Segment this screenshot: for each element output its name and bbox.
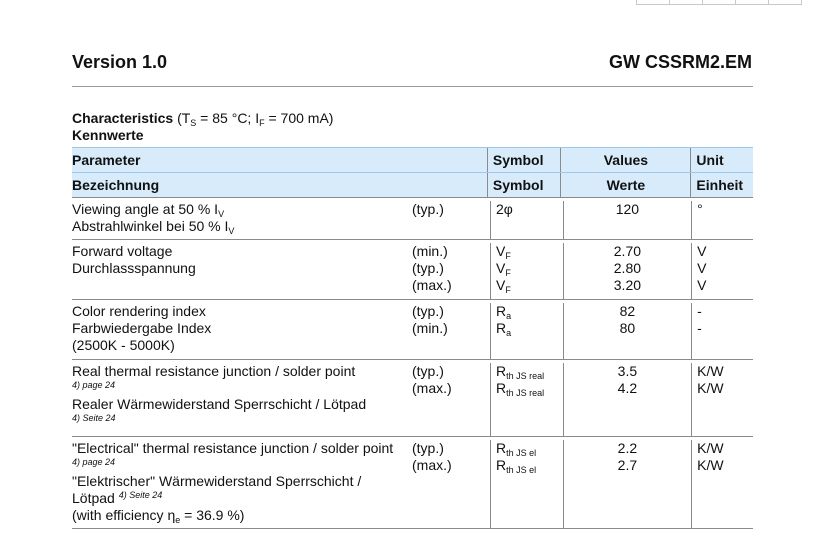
efficiency-note: (with efficiency $\eta_e = 36.9$ %) [72, 507, 245, 525]
caption-subtitle: Kennwerte [72, 127, 144, 143]
param-name-de: Realer Wärmewiderstand Sperrschicht / Lötpad [72, 396, 367, 412]
param-name-en: Viewing angle at 50 % $I_V$ [72, 201, 225, 219]
header-einheit: Einheit [690, 173, 753, 197]
document-version: Version 1.0 [72, 52, 168, 72]
tab-1[interactable] [636, 0, 670, 5]
symbol: $R_{th JS real}$ [496, 380, 545, 398]
footnote-ref: 4) Seite 24 [118, 490, 163, 500]
unit: ° [697, 201, 703, 217]
tab-5[interactable] [768, 0, 802, 5]
qualifier: (max.) [412, 380, 452, 396]
table-row [72, 437, 753, 529]
value: 2.2 [617, 440, 638, 456]
header-unit: Unit [690, 148, 753, 172]
symbol: $R_a$ [496, 320, 512, 338]
footnote-ref: 4) page 24 [72, 457, 116, 467]
value: 3.5 [617, 363, 638, 379]
top-tabs [637, 0, 802, 5]
table-caption [72, 110, 333, 144]
value: 80 [619, 320, 636, 336]
product-code: GW CSSRM2.EM [608, 52, 752, 72]
unit: - [697, 303, 702, 319]
qualifier: (typ.) [412, 260, 444, 276]
qualifier: (typ.) [412, 440, 444, 456]
param-name-de: Durchlassspannung [72, 260, 196, 276]
symbol: $R_{th JS el}$ [496, 457, 537, 475]
header-values: Values [560, 148, 690, 172]
qualifier: (typ.) [412, 363, 444, 379]
header-symbol: Symbol [487, 148, 561, 172]
unit: K/W [697, 457, 724, 473]
unit: V [697, 260, 707, 276]
value: 2.70 [613, 243, 642, 259]
symbol: $R_a$ [496, 303, 512, 321]
symbol: $R_{th JS real}$ [496, 363, 545, 381]
param-name-de-cont: Lötpad $^{4) Seite 24}$ [72, 490, 163, 506]
header-werte: Werte [560, 173, 690, 197]
caption-conditions: ($T_S = 85$ °C; $I_F = 700$ mA) [177, 110, 334, 128]
tab-3[interactable] [702, 0, 736, 5]
param-name-de: Farbwiedergabe Index [72, 320, 212, 336]
tab-4[interactable] [735, 0, 769, 5]
value: 2.7 [617, 457, 638, 473]
tab-2[interactable] [669, 0, 703, 5]
footnote-ref: 4) Seite 24 [72, 413, 116, 423]
unit: K/W [697, 440, 724, 456]
header-parameter: Parameter [72, 152, 141, 168]
table-row [72, 198, 753, 240]
qualifier: (typ.) [412, 201, 444, 217]
unit: V [697, 277, 707, 293]
value: 4.2 [617, 380, 638, 396]
table-row [72, 240, 753, 300]
symbol: $V_F$ [496, 277, 511, 295]
table-header-row [72, 147, 753, 172]
header-bezeichnung: Bezeichnung [72, 177, 160, 193]
symbol: $V_F$ [496, 260, 511, 278]
param-name-en: Forward voltage [72, 243, 173, 259]
characteristics-table [72, 147, 753, 529]
qualifier: (max.) [412, 457, 452, 473]
param-name-en: Real thermal resistance junction / solder point [72, 363, 356, 379]
param-name-en: "Electrical" thermal resistance junction / solder point [72, 440, 394, 456]
table-row [72, 300, 753, 360]
symbol: $V_F$ [496, 243, 511, 261]
qualifier: (max.) [412, 277, 452, 293]
unit: K/W [697, 380, 724, 396]
symbol: 2φ [496, 201, 513, 217]
unit: K/W [697, 363, 724, 379]
footnote-ref: 4) page 24 [72, 380, 116, 390]
unit: - [697, 320, 702, 336]
param-name-de: Abstrahlwinkel bei 50 % $I_V$ [72, 218, 235, 236]
value: 82 [619, 303, 636, 319]
param-range: (2500K - 5000K) [72, 337, 175, 353]
header-symbol-de: Symbol [487, 173, 561, 197]
value: 3.20 [613, 277, 642, 293]
caption-title: Characteristics [72, 110, 174, 126]
qualifier: (typ.) [412, 303, 444, 319]
qualifier: (min.) [412, 243, 448, 259]
value: 2.80 [613, 260, 642, 276]
param-name-de: "Elektrischer" Wärmewiderstand Sperrschicht / [72, 473, 362, 489]
param-name-en: Color rendering index [72, 303, 206, 319]
symbol: $R_{th JS el}$ [496, 440, 537, 458]
value: 120 [615, 201, 640, 217]
qualifier: (min.) [412, 320, 448, 336]
unit: V [697, 243, 707, 259]
table-row [72, 360, 753, 437]
table-header-row-de [72, 172, 753, 198]
header-divider [72, 86, 753, 87]
